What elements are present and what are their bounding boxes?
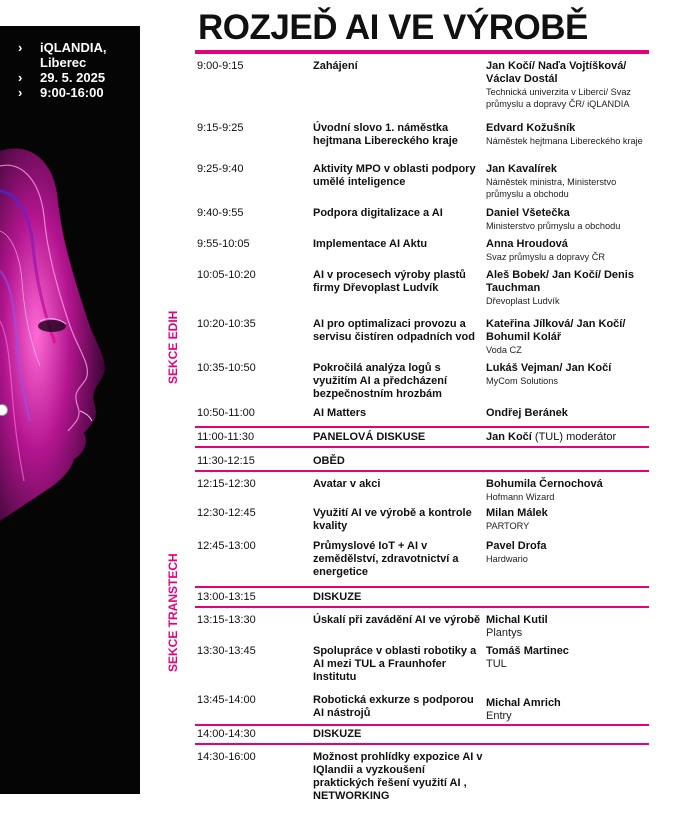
time-label: 9:00-16:00 xyxy=(40,85,104,100)
row-topic: Spolupráce v oblasti robotiky a AI mezi TUL a Fraunhofer Institutu xyxy=(313,645,477,683)
time-row xyxy=(18,85,106,100)
title-underline xyxy=(195,50,649,54)
row-speaker-block xyxy=(486,163,651,200)
row-speaker-block xyxy=(486,407,651,420)
row-affiliation: PARTORY xyxy=(486,521,530,531)
bullet-arrow-icon: › xyxy=(18,70,23,85)
row-time: 9:15-9:25 xyxy=(197,122,244,134)
row-speaker-note: (TUL) moderátor xyxy=(531,431,617,443)
row-topic: Zahájení xyxy=(313,60,358,72)
event-details xyxy=(18,40,106,100)
row-time: 10:20-10:35 xyxy=(197,318,256,330)
row-time: 12:15-12:30 xyxy=(197,478,256,490)
row-speaker-block xyxy=(486,207,651,232)
bullet-arrow-icon: › xyxy=(18,85,23,100)
row-affiliation: Hardwario xyxy=(486,554,528,564)
row-speaker-block xyxy=(486,269,651,307)
row-divider xyxy=(195,470,649,472)
row-divider xyxy=(195,606,649,608)
row-speaker: Jan Kočí/ Naďa Vojtíšková/ Václav Dostál xyxy=(486,60,627,85)
row-affiliation: MyCom Solutions xyxy=(486,376,558,386)
row-speaker-block xyxy=(486,362,651,387)
row-speaker: Jan Kavalírek xyxy=(486,163,557,175)
row-affiliation: Náměstek ministra, Ministerstvo průmyslu a obchodu xyxy=(486,177,617,199)
row-speaker-block xyxy=(486,614,651,639)
row-topic: Avatar v akci xyxy=(313,478,381,490)
row-time: 11:00-11:30 xyxy=(197,431,255,443)
row-divider xyxy=(195,586,649,588)
row-time: 9:25-9:40 xyxy=(197,163,244,175)
row-time: 13:30-13:45 xyxy=(197,645,256,657)
row-topic: Aktivity MPO v oblasti podpory umělé inteligence xyxy=(313,163,476,188)
row-affiliation: Hofmann Wizard xyxy=(486,492,555,502)
venue-label: iQLANDIA, xyxy=(40,40,107,55)
row-topic: Úvodní slovo 1. náměstka hejtmana Libereckého kraje xyxy=(313,122,458,147)
row-affiliation: Ministerstvo průmyslu a obchodu xyxy=(486,221,621,231)
row-speaker: Lukáš Vejman/ Jan Kočí xyxy=(486,362,612,374)
row-divider xyxy=(195,446,649,448)
page-title: ROZJEĎ AI VE VÝROBĚ xyxy=(198,8,588,47)
row-time: 9:00-9:15 xyxy=(197,60,244,72)
row-time: 13:00-13:15 xyxy=(197,591,256,603)
row-speaker: Jan Kočí xyxy=(486,431,532,443)
row-time: 14:00-14:30 xyxy=(197,728,256,740)
row-topic: AI v procesech výroby plastů firmy Dřevoplast Ludvík xyxy=(313,269,466,294)
row-affiliation: Entry xyxy=(486,710,512,722)
event-info-panel xyxy=(0,26,140,794)
row-speaker-block xyxy=(486,645,651,670)
row-topic: Průmyslové IoT + AI v zemědělství, zdravotnictví a energetice xyxy=(313,540,459,578)
row-time: 10:35-10:50 xyxy=(197,362,256,374)
row-speaker: Pavel Drofa xyxy=(486,540,547,552)
row-topic: AI Matters xyxy=(313,407,367,419)
row-speaker: Milan Málek xyxy=(486,507,548,519)
row-affiliation: Plantys xyxy=(486,627,523,639)
row-time: 14:30-16:00 xyxy=(197,751,256,763)
row-time: 13:15-13:30 xyxy=(197,614,256,626)
row-time: 9:40-9:55 xyxy=(197,207,244,219)
row-speaker-block xyxy=(486,507,651,532)
date-label: 29. 5. 2025 xyxy=(40,70,106,85)
row-topic: DISKUZE xyxy=(313,591,362,603)
row-speaker: Kateřina Jílková/ Jan Kočí/ Bohumil Kolář xyxy=(486,318,626,343)
section-label-edih: SEKCE EDIH xyxy=(166,310,180,384)
row-time: 11:30-12:15 xyxy=(197,455,255,467)
row-topic: Využití AI ve výrobě a kontrole kvality xyxy=(313,507,472,532)
row-time: 10:05-10:20 xyxy=(197,269,256,281)
row-speaker: Aleš Bobek/ Jan Kočí/ Denis Tauchman xyxy=(486,269,634,294)
row-topic: PANELOVÁ DISKUSE xyxy=(313,431,426,443)
row-topic: Pokročilá analýza logů s využitím AI a předcházení bezpečnostním hrozbám xyxy=(313,362,448,400)
row-speaker: Ondřej Beránek xyxy=(486,407,568,419)
row-speaker: Anna Hroudová xyxy=(486,238,568,250)
row-speaker: Daniel Všetečka xyxy=(486,207,570,219)
row-speaker-block xyxy=(486,431,651,444)
row-time: 13:45-14:00 xyxy=(197,694,256,706)
row-time: 12:30-12:45 xyxy=(197,507,256,519)
row-speaker-block xyxy=(486,318,651,356)
row-divider xyxy=(195,426,649,428)
row-affiliation: Voda CZ xyxy=(486,345,522,355)
date-row xyxy=(18,70,106,85)
row-topic: Úskalí při zavádění AI ve výrobě xyxy=(313,614,481,626)
row-topic: OBĚD xyxy=(313,455,345,467)
row-speaker: Michal Amrich xyxy=(486,697,561,709)
row-topic: Podpora digitalizace a AI xyxy=(313,207,443,219)
row-speaker-block xyxy=(486,540,651,565)
row-affiliation: Technická univerzita v Liberci/ Svaz průmyslu a dopravy ČR/ iQLANDIA xyxy=(486,87,632,109)
city-label: Liberec xyxy=(40,55,87,70)
row-time: 12:45-13:00 xyxy=(197,540,256,552)
venue-row xyxy=(18,40,106,55)
row-topic: AI pro optimalizaci provozu a servisu čistíren odpadních vod xyxy=(313,318,475,343)
row-divider xyxy=(195,743,649,745)
bullet-arrow-icon: › xyxy=(18,40,23,55)
row-topic: Možnost prohlídky expozice AI v IQlandii a vyzkoušení praktických řešení využití AI , NETWORKING xyxy=(313,751,483,802)
row-affiliation: Svaz průmyslu a dopravy ČR xyxy=(486,252,605,262)
row-speaker: Bohumila Černochová xyxy=(486,478,603,490)
section-label-transtech: SEKCE TRANSTECH xyxy=(166,553,180,672)
row-speaker: Tomáš Martinec xyxy=(486,645,569,657)
row-speaker-block xyxy=(486,122,651,147)
row-topic: Robotická exkurze s podporou AI nástrojů xyxy=(313,694,474,719)
row-divider xyxy=(195,724,649,726)
row-topic: DISKUZE xyxy=(313,728,362,740)
row-time: 10:50-11:00 xyxy=(197,407,255,419)
row-affiliation: Dřevoplast Ludvík xyxy=(486,296,560,306)
row-time: 9:55-10:05 xyxy=(197,238,250,250)
row-topic: Implementace AI Aktu xyxy=(313,238,428,250)
row-speaker-block xyxy=(486,238,651,263)
row-affiliation: Náměstek hejtmana Libereckého kraje xyxy=(486,136,643,146)
row-speaker-block xyxy=(486,697,651,722)
row-speaker: Edvard Kožušník xyxy=(486,122,576,134)
ai-face-illustration xyxy=(0,121,140,561)
row-speaker-block xyxy=(486,60,651,110)
row-speaker-block xyxy=(486,478,651,503)
row-affiliation: TUL xyxy=(486,658,507,670)
row-speaker: Michal Kutil xyxy=(486,614,548,626)
city-row xyxy=(18,55,106,70)
